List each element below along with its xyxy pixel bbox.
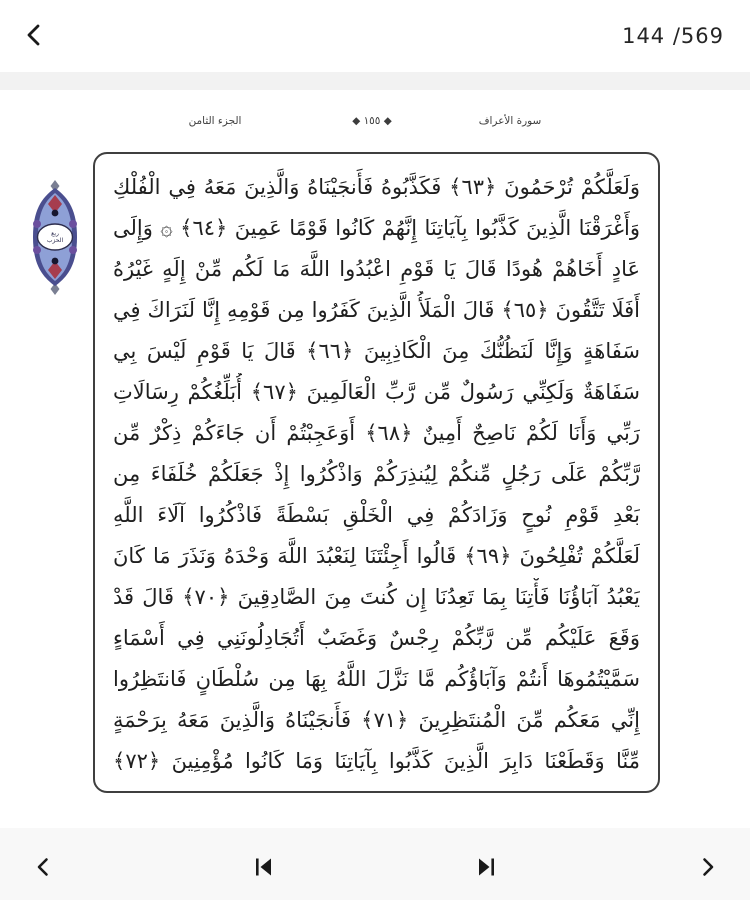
page-indicator: 144 /569 [622,24,724,48]
skip-end-icon [476,857,496,880]
header-divider-band [0,72,750,90]
mushaf-line: سَفَاهَةٌ وَلَكِنِّي رَسُولٌ مِّن رَّبِّ الْعَالَمِينَ ﴿٦٧﴾ أُبَلِّغُكُمْ رِسَالَاتِ [113,380,640,404]
mushaf-line: لَعَلَّكُمْ تُفْلِحُونَ ﴿٦٩﴾ قَالُوا أَجِئْتَنَا لِنَعْبُدَ اللَّهَ وَحْدَهُ وَنَذَرَ مَا كَانَ [113,544,640,568]
next-page-button[interactable] [688,848,728,888]
juz-label: الجزء الثامن [188,114,242,127]
back-button[interactable] [26,19,60,53]
mushaf-line: بَعْدِ قَوْمِ نُوحٍ وَزَادَكُمْ فِي الْخَلْقِ بَسْطَةً فَاذْكُرُوا آلَاءَ اللَّهِ [113,503,640,527]
mushaf-lines [113,168,640,781]
skip-to-last-page-button[interactable] [466,848,506,888]
mushaf-line: رَبِّي وَأَنَا لَكُمْ نَاصِحٌ أَمِينٌ ﴿٦٨﴾ أَوَعَجِبْتُمْ أَن جَاءَكُمْ ذِكْرٌ مِّن [113,421,640,445]
mushaf-line: رَّبِّكُمْ عَلَى رَجُلٍ مِّنكُمْ لِيُنذِرَكُمْ وَاذْكُرُوا إِذْ جَعَلَكُمْ خُلَفَاءَ مِن [113,462,640,486]
mushaf-line: وَقَعَ عَلَيْكُم مِّن رَّبِّكُمْ رِجْسٌ وَغَضَبٌ أَتُجَادِلُونَنِي فِي أَسْمَاءٍ [113,626,640,650]
mushaf-page[interactable] [93,152,660,793]
mushaf-line: إِنِّي مَعَكُم مِّنَ الْمُنتَظِرِينَ ﴿٧١﴾ فَأَنجَيْنَاهُ وَالَّذِينَ مَعَهُ بِرَحْمَةٍ [113,708,640,732]
mushaf-line: سَمَّيْتُمُوهَا أَنتُمْ وَآبَاؤُكُم مَّا نَزَّلَ اللَّهُ بِهَا مِن سُلْطَانٍ فَانتَظِرُوا [113,667,640,691]
mushaf-line: وَلَعَلَّكُمْ تُرْحَمُونَ ﴿٦٣﴾ فَكَذَّبُوهُ فَأَنجَيْنَاهُ وَالَّذِينَ مَعَهُ فِي الْفُلْكِ [113,175,640,199]
mushaf-line: مِّنَّا وَقَطَعْنَا دَابِرَ الَّذِينَ كَذَّبُوا بِآيَاتِنَا وَمَا كَانُوا مُؤْمِنِينَ ﴿٧٢﴾ [113,749,640,773]
mushaf-page-number: ◆ ١٥٥ ◆ [352,114,392,127]
bottom-navigation-bar [0,828,750,900]
medallion-label: ربع الحزب [46,230,64,244]
hizb-medallion-ornament [27,180,83,296]
mushaf-line: وَأَغْرَقْنَا الَّذِينَ كَذَّبُوا بِآيَاتِنَا إِنَّهُمْ كَانُوا قَوْمًا عَمِينَ ﴿٦٤﴾ ۞ وَإِلَى [113,216,640,240]
top-bar [0,0,750,72]
mushaf-line: عَادٍ أَخَاهُمْ هُودًا قَالَ يَا قَوْمِ اعْبُدُوا اللَّهَ مَا لَكُم مِّنْ إِلَهٍ غَيْرُهُ [113,257,640,281]
mushaf-line: أَفَلَا تَتَّقُونَ ﴿٦٥﴾ قَالَ الْمَلَأُ الَّذِينَ كَفَرُوا مِن قَوْمِهِ إِنَّا لَنَرَاكَ فِي [113,298,640,322]
reader-content [0,90,750,828]
skip-to-first-page-button[interactable] [244,848,284,888]
previous-page-button[interactable] [22,848,62,888]
chevron-left-icon [26,23,41,50]
surah-label: سورة الأعراف [478,114,542,127]
chevron-right-icon [702,857,715,880]
chevron-left-icon [36,857,49,880]
mushaf-line: سَفَاهَةٍ وَإِنَّا لَنَظُنُّكَ مِنَ الْكَاذِبِينَ ﴿٦٦﴾ قَالَ يَا قَوْمِ لَيْسَ بِي [113,339,640,363]
mushaf-line: يَعْبُدُ آبَاؤُنَا فَأْتِنَا بِمَا تَعِدُنَا إِن كُنتَ مِنَ الصَّادِقِينَ ﴿٧٠﴾ قَالَ قَدْ [113,585,640,609]
skip-start-icon [254,857,274,880]
